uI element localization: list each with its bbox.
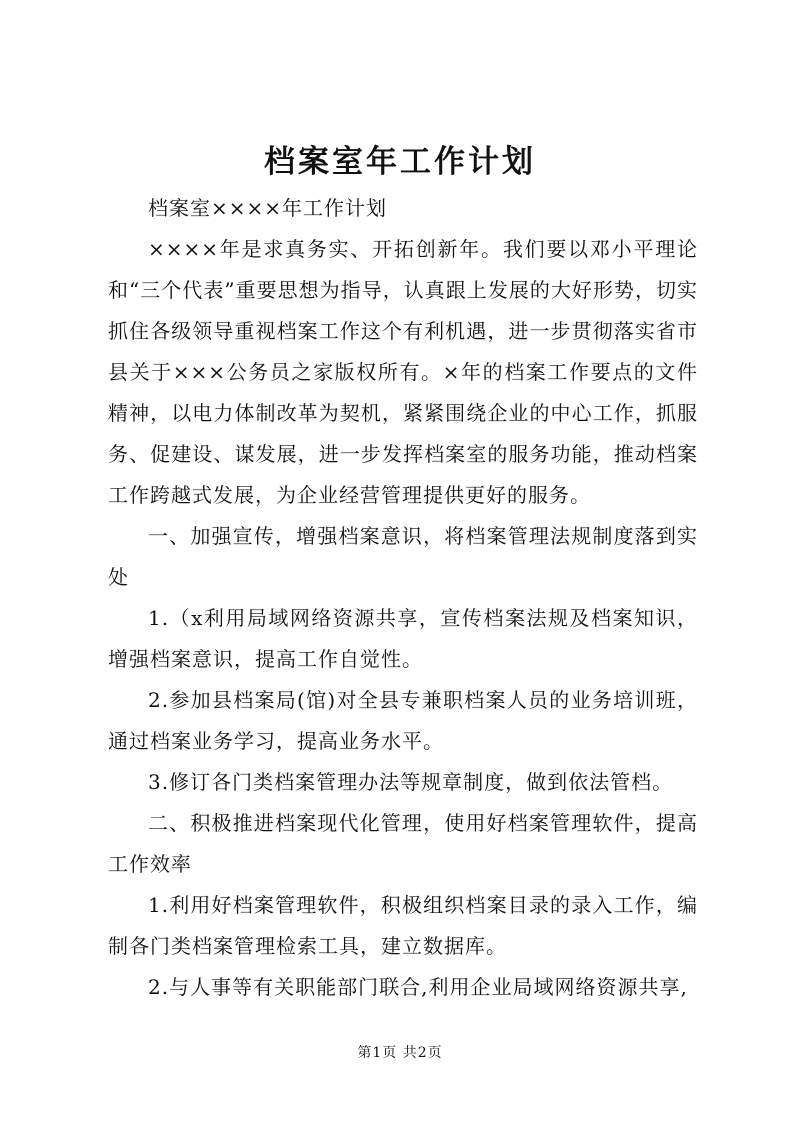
paragraph-intro: ××××年是求真务实、开拓创新年。我们要以邓小平理论和“三个代表”重要思想为指导，认真跟上发展的大好形势，切实抓住各级领导重视档案工作这个有利机遇，进一步贯彻落实省市县关于×××公务员之家版权所有。×年的档案工作要点的文件精神，以电力体制改革为契机，紧紧围绕企业的中心工作，抓服务、促建设、谋发展，进一步发挥档案室的服务功能，推动档案工作跨越式发展，为企业经营管理提供更好的服务。 [108, 237, 698, 507]
paragraph-item: 2.参加县档案局(馆)对全县专兼职档案人员的业务培训班，通过档案业务学习，提高业务水平。 [108, 688, 698, 753]
page-number-footer: 第1页 共2页 [357, 1045, 443, 1061]
paragraph-item: 1.利用好档案管理软件，积极组织档案目录的录入工作，编制各门类档案管理检索工具，建立数据库。 [108, 893, 698, 958]
paragraph-item: 1.（x利用局域网络资源共享，宣传档案法规及档案知识，增强档案意识，提高工作自觉性。 [108, 606, 698, 671]
document-title: 档案室年工作计划 [264, 144, 536, 180]
paragraph-item: 2.与人事等有关职能部门联合,利用企业局域网络资源共享, [148, 975, 688, 999]
section-heading-2: 二、积极推进档案现代化管理，使用好档案管理软件，提高工作效率 [108, 811, 698, 876]
paragraph-item: 3.修订各门类档案管理办法等规章制度，做到依法管档。 [148, 770, 674, 794]
paragraph-subtitle: 档案室××××年工作计划 [148, 196, 388, 220]
document-body [108, 188, 698, 1008]
section-heading-1: 一、加强宣传，增强档案意识，将档案管理法规制度落到实处 [108, 524, 698, 589]
